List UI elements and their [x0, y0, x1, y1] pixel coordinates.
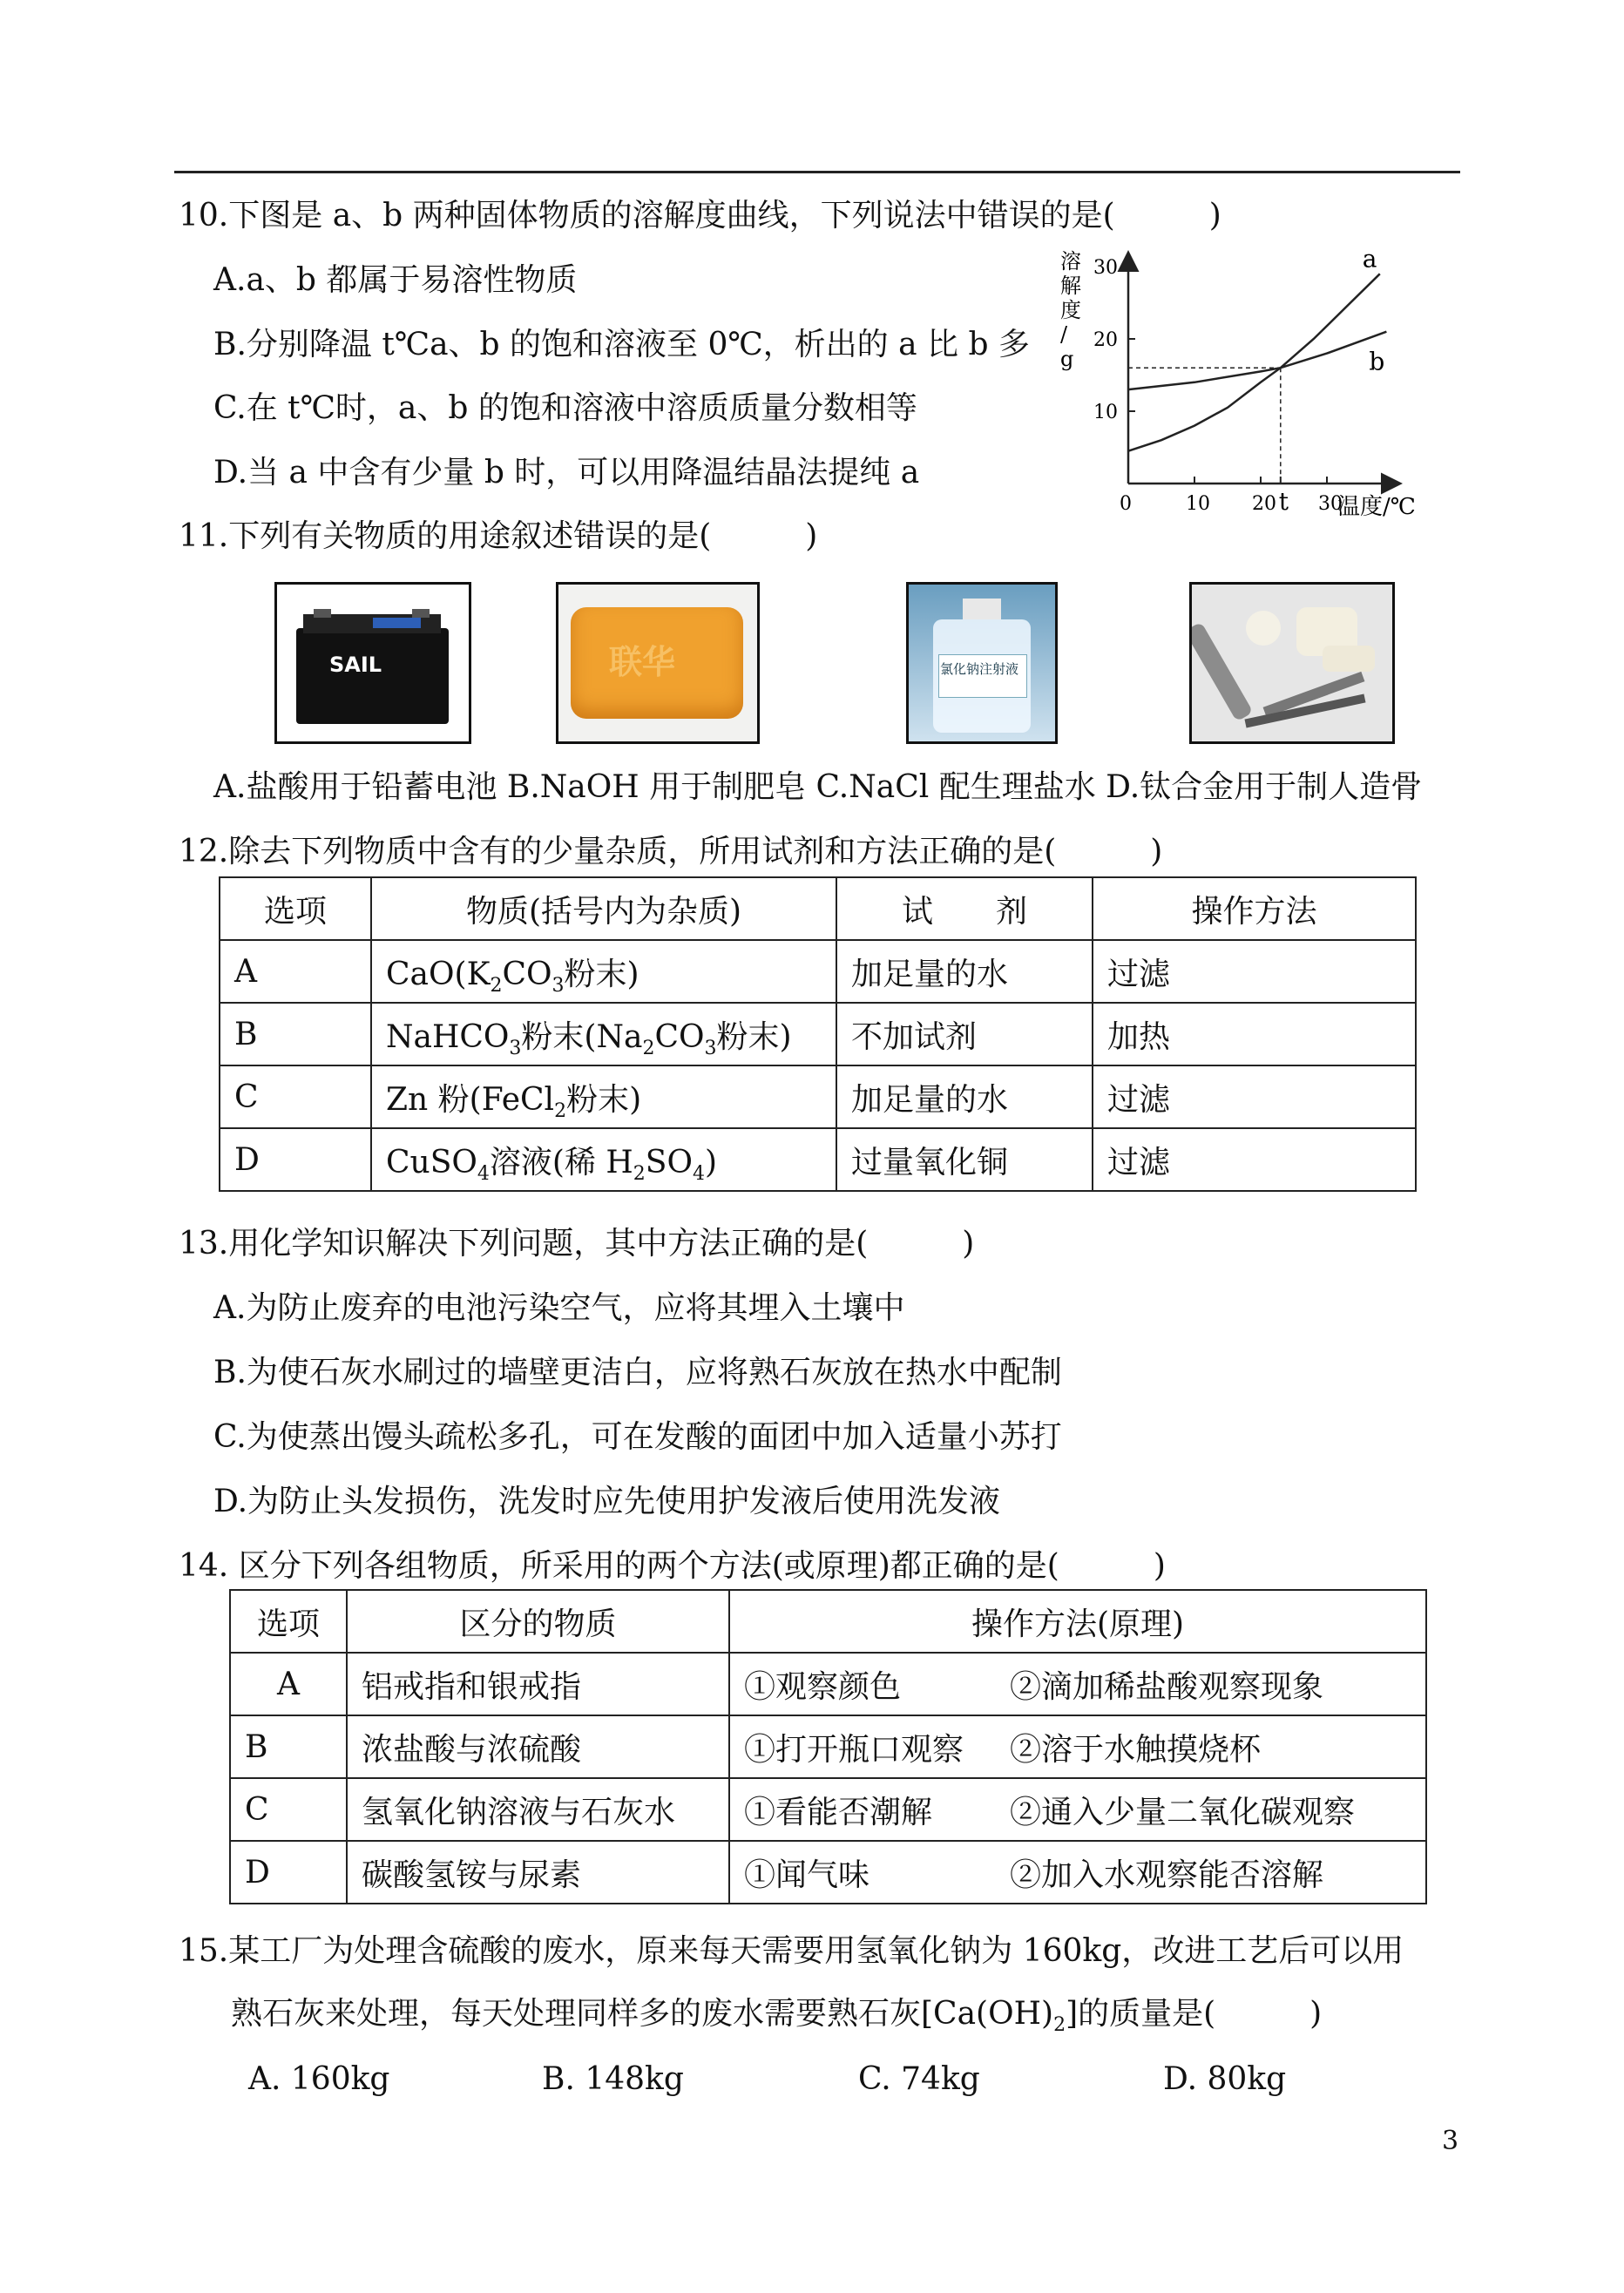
substance-cell: NaHCO$_3$粉末($Na_2CO_3$粉末) [371, 1003, 836, 1065]
method-cell: ①打开瓶口观察 ②溶于水触摸烧杯 [729, 1715, 1426, 1778]
header-cell: 操作方法(原理) [729, 1590, 1426, 1653]
photo-soap [556, 582, 760, 744]
table-row [230, 1653, 1426, 1715]
option-cell: C [220, 1065, 371, 1128]
x-tick-label: t [1278, 487, 1289, 516]
x-tick-label: 30 [1318, 493, 1343, 515]
method-cell: ①看能否潮解 ②通入少量二氧化碳观察 [729, 1778, 1426, 1841]
x-tick-label: 10 [1186, 493, 1210, 515]
method-cell: 加热 [1093, 1003, 1416, 1065]
q13-option-c: C.为使蒸出馒头疏松多孔，可在发酸的面团中加入适量小苏打 [213, 1419, 1062, 1455]
chart-x-axis-label: 温度/℃ [1337, 494, 1416, 520]
soap-brand-text: 联华 [609, 642, 676, 681]
q12-stem: 12.除去下列物质中含有的少量杂质，所用试剂和方法正确的是( ) [179, 834, 1163, 869]
q10-option-b: B.分别降温 t℃a、b 的饱和溶液至 0℃，析出的 a 比 b 多 [213, 327, 1030, 362]
series-a-label: a [1362, 244, 1377, 274]
header-cell: 选项 [230, 1590, 347, 1653]
q15-option-a: A. 160kg [248, 2061, 390, 2097]
option-cell: A [220, 940, 371, 1003]
method-cell: ①观察颜色 ②滴加稀盐酸观察现象 [729, 1653, 1426, 1715]
solubility-chart [1050, 244, 1442, 531]
table-row [230, 1715, 1426, 1778]
q15-option-d: D. 80kg [1163, 2061, 1287, 2097]
y-tick-label: 20 [1093, 329, 1118, 351]
y-tick-label: 30 [1093, 257, 1118, 279]
q15-option-c: C. 74kg [858, 2061, 980, 2097]
substance-cell: $CaO(K_2CO_3$粉末) [371, 940, 836, 1003]
photo-car-battery [274, 582, 471, 744]
series-a-line [1128, 274, 1380, 450]
q14-table [229, 1589, 1427, 1904]
header-cell: 区分的物质 [347, 1590, 729, 1653]
q13-stem: 13.用化学知识解决下列问题，其中方法正确的是( ) [179, 1226, 975, 1261]
q15-stem-line2: 熟石灰来处理，每天处理同样多的废水需要熟石灰$[Ca(OH)_2]$的质量是( ) [231, 1996, 1323, 2037]
method-cell: ①闻气味 ②加入水观察能否溶解 [729, 1841, 1426, 1904]
q12-table [219, 876, 1417, 1192]
photo-titanium-implants [1189, 582, 1395, 744]
substance-cell: CuSO$_4$溶液(稀 $H_2SO_4$) [371, 1128, 836, 1191]
table-header-row [220, 877, 1416, 940]
photo-saline-bottle [906, 582, 1058, 744]
q13-option-d: D.为防止头发损伤，洗发时应先使用护发液后使用洗发液 [213, 1484, 1001, 1519]
table-header-row [230, 1590, 1426, 1653]
battery-brand-text: SAIL [329, 653, 382, 677]
table-row [230, 1841, 1426, 1904]
method-cell: 过滤 [1093, 1128, 1416, 1191]
y-label-char: 解 [1060, 274, 1081, 298]
header-cell: 选项 [220, 877, 371, 940]
y-label-char: 溶 [1060, 249, 1081, 274]
items-cell: 氢氧化钠溶液与石灰水 [347, 1778, 729, 1841]
header-cell: 试 剂 [836, 877, 1093, 940]
items-cell: 浓盐酸与浓硫酸 [347, 1715, 729, 1778]
q11-options: A.盐酸用于铅蓄电池 B.NaOH 用于制肥皂 C.NaCl 配生理盐水 D.钛合金用于制人造骨 [213, 769, 1423, 805]
header-rule [174, 171, 1460, 173]
q10-stem: 10.下图是 a、b 两种固体物质的溶解度曲线，下列说法中错误的是( ) [179, 198, 1221, 233]
substance-cell: Zn 粉(FeCl$_2$粉末) [371, 1065, 836, 1128]
page-number: 3 [1442, 2126, 1459, 2156]
y-label-char: / [1060, 322, 1068, 347]
series-b-label: b [1369, 347, 1385, 376]
items-cell: 碳酸氢铵与尿素 [347, 1841, 729, 1904]
option-cell: D [230, 1841, 347, 1904]
q15-option-b: B. 148kg [542, 2061, 684, 2097]
y-label-char: g [1060, 347, 1074, 371]
header-cell: 操作方法 [1093, 877, 1416, 940]
header-cell: 物质(括号内为杂质) [371, 877, 836, 940]
q11-stem: 11.下列有关物质的用途叙述错误的是( ) [179, 518, 818, 554]
table-row [220, 940, 1416, 1003]
q10-option-d: D.当 a 中含有少量 b 时，可以用降温结晶法提纯 a [213, 455, 920, 490]
q13-option-a: A.为防止废弃的电池污染空气，应将其埋入土壤中 [213, 1290, 905, 1326]
q15-stem-line1: 15.某工厂为处理含硫酸的废水，原来每天需要用氢氧化钠为 160kg，改进工艺后可以用 [179, 1933, 1404, 1969]
option-cell: A [230, 1653, 347, 1715]
option-cell: B [230, 1715, 347, 1778]
y-label-char: 度 [1060, 298, 1081, 322]
q10-option-a: A.a、b 都属于易溶性物质 [213, 262, 578, 298]
option-cell: C [230, 1778, 347, 1841]
y-tick-label: 10 [1093, 402, 1118, 423]
series-b-line [1128, 332, 1386, 389]
reagent-cell: 过量氧化铜 [836, 1128, 1093, 1191]
option-cell: D [220, 1128, 371, 1191]
method-cell: 过滤 [1093, 940, 1416, 1003]
bottle-label-text: 氯化钠注射液 [940, 661, 1019, 677]
option-cell: B [220, 1003, 371, 1065]
table-row [220, 1128, 1416, 1191]
reagent-cell: 加足量的水 [836, 940, 1093, 1003]
x-tick-label: 0 [1120, 493, 1132, 515]
table-row [230, 1778, 1426, 1841]
table-row [220, 1003, 1416, 1065]
x-tick-label: 20 [1252, 493, 1276, 515]
chart-y-axis-label [1060, 249, 1081, 371]
q10-option-c: C.在 t℃时，a、b 的饱和溶液中溶质质量分数相等 [213, 390, 917, 426]
method-cell: 过滤 [1093, 1065, 1416, 1128]
items-cell: 铝戒指和银戒指 [347, 1653, 729, 1715]
table-row [220, 1065, 1416, 1128]
reagent-cell: 加足量的水 [836, 1065, 1093, 1128]
q14-stem: 14. 区分下列各组物质，所采用的两个方法(或原理)都正确的是( ) [179, 1548, 1166, 1584]
reagent-cell: 不加试剂 [836, 1003, 1093, 1065]
q13-option-b: B.为使石灰水刷过的墙壁更洁白，应将熟石灰放在热水中配制 [213, 1355, 1062, 1390]
